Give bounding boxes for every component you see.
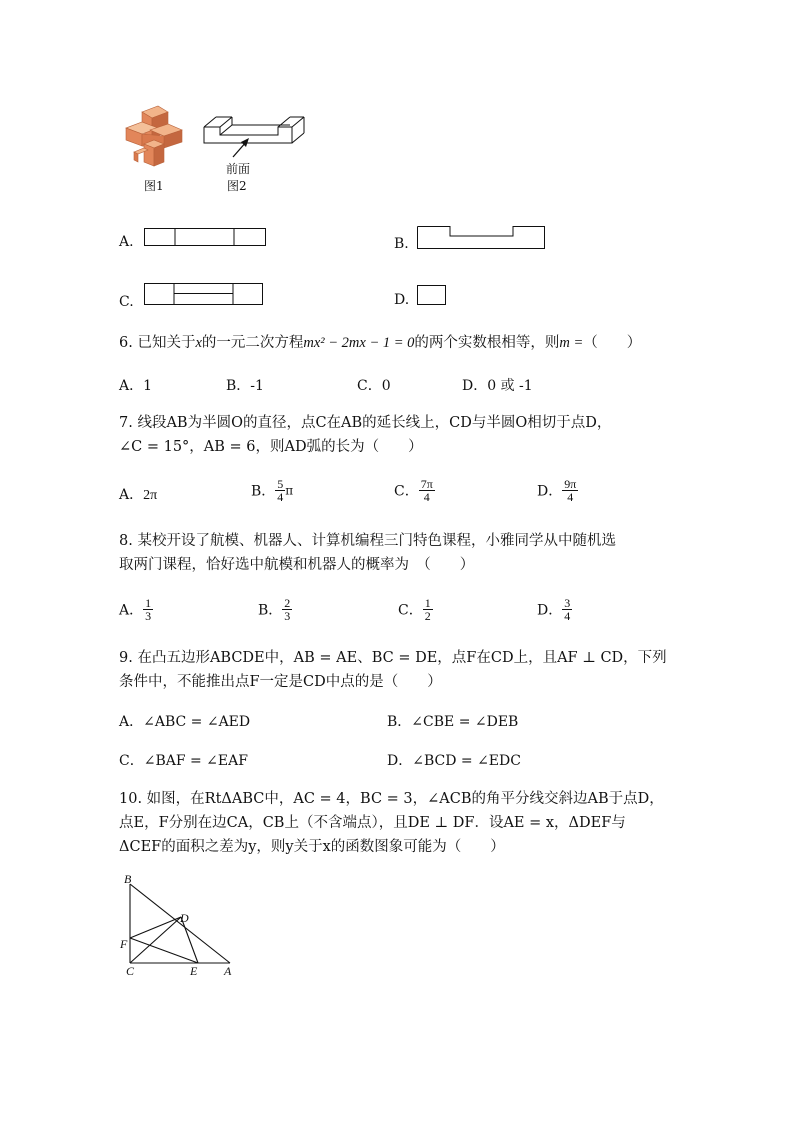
q7-option-d bbox=[537, 478, 578, 503]
q7-option-b-label: B． bbox=[251, 483, 276, 500]
point-label-e: E bbox=[190, 964, 198, 978]
q8-option-d bbox=[537, 597, 572, 622]
q8-option-d-numerator: 3 bbox=[564, 596, 571, 610]
q7-option-d-label: D． bbox=[537, 483, 563, 500]
q8-option-a-label: A． bbox=[119, 602, 144, 619]
q7-option-b-numerator: 5 bbox=[277, 477, 284, 491]
q10-line1: 10. 如图，在RtΔABC中，AC = 4，BC = 3，∠ACB的角平分线交斜边AB于点D， bbox=[119, 791, 664, 807]
q8-option-d-denominator: 4 bbox=[564, 609, 571, 623]
q5-option-d-label: D. bbox=[394, 292, 410, 308]
q5-option-b-label: B. bbox=[394, 236, 409, 252]
q5-option-b-view bbox=[417, 226, 547, 252]
q6-option-b: B．-1 bbox=[226, 378, 264, 394]
q7-option-c bbox=[394, 478, 435, 503]
q8-option-b-numerator: 2 bbox=[284, 596, 291, 610]
q6-paren: （ ） bbox=[583, 335, 642, 351]
q6-stem-mid: 的一元二次方程 bbox=[201, 335, 304, 351]
q10-triangle-figure bbox=[118, 872, 242, 978]
q9-option-d: D．∠BCD = ∠EDC bbox=[387, 753, 521, 769]
figure2-caption: 图2 bbox=[227, 179, 247, 193]
q8-line2: 取两门课程，恰好选中航模和机器人的概率为 （ ） bbox=[119, 557, 475, 573]
q6-ask: m = bbox=[559, 335, 584, 351]
q7-option-d-numerator: 9π bbox=[564, 477, 577, 491]
q7-option-a-label: A． bbox=[119, 487, 144, 503]
q6-stem-before: 6. 已知关于 bbox=[119, 335, 196, 351]
q8-option-d-label: D． bbox=[537, 602, 563, 619]
q10-line3: ΔCEF的面积之差为y，则y关于x的函数图象可能为（ ） bbox=[119, 839, 505, 855]
q8-option-b-denominator: 3 bbox=[284, 609, 291, 623]
point-label-d: D bbox=[180, 911, 189, 925]
q9-option-a: A．∠ABC = ∠AED bbox=[119, 714, 251, 730]
q8-option-c-numerator: 1 bbox=[424, 596, 431, 610]
q8-option-b bbox=[258, 597, 292, 622]
q7-option-c-numerator: 7π bbox=[420, 477, 433, 491]
q5-option-a-label: A. bbox=[119, 234, 134, 250]
q8-option-c-denominator: 2 bbox=[424, 609, 431, 623]
q7-option-b bbox=[251, 478, 293, 503]
q7-option-b-denominator: 4 bbox=[277, 490, 284, 504]
q8-option-a-numerator: 1 bbox=[145, 596, 152, 610]
q7-option-d-denominator: 4 bbox=[567, 490, 574, 504]
point-label-a: A bbox=[224, 964, 232, 978]
front-label: 前面 bbox=[226, 162, 251, 176]
q8-option-b-label: B． bbox=[258, 602, 283, 619]
q7-option-a-value: 2π bbox=[143, 488, 158, 503]
q7-option-a bbox=[119, 484, 157, 504]
q8-option-a bbox=[119, 597, 153, 622]
q7-option-b-pi: π bbox=[285, 483, 294, 498]
q6-var-x: x bbox=[195, 335, 202, 351]
q6-option-c: C．0 bbox=[357, 378, 391, 394]
q6-equation: mx² − 2mx − 1 = 0 bbox=[303, 335, 415, 351]
q7-line1: 7. 线段AB为半圆O的直径，点C在AB的延长线上，CD与半圆O相切于点D， bbox=[119, 415, 612, 431]
q10-line2: 点E，F分别在边CA，CB上（不含端点），且DE ⊥ DF．设AE = x，ΔDEF与 bbox=[119, 815, 626, 831]
q6-option-d: D．0 或 -1 bbox=[462, 378, 533, 394]
q9-option-b: B．∠CBE = ∠DEB bbox=[387, 714, 519, 730]
q5-option-c-label: C. bbox=[119, 294, 134, 310]
q8-option-c-label: C． bbox=[398, 602, 423, 619]
q6-option-a: A．1 bbox=[119, 378, 153, 394]
q7-line2: ∠C = 15°，AB = 6，则AD弧的长为（ ） bbox=[119, 439, 423, 455]
q5-option-d-view bbox=[417, 285, 449, 307]
figure1-puzzle-image bbox=[124, 104, 184, 174]
point-label-b: B bbox=[124, 872, 132, 886]
q8-option-a-denominator: 3 bbox=[145, 609, 152, 623]
q6-stem-after: 的两个实数根相等，则 bbox=[414, 335, 560, 351]
q9-line1: 9. 在凸五边形ABCDE中，AB = AE、BC = DE，点F在CD上，且AF ⊥ CD，下列 bbox=[119, 650, 667, 666]
q8-line1: 8. 某校开设了航模、机器人、计算机编程三门特色课程，小雅同学从中随机选 bbox=[119, 533, 616, 549]
q9-line2: 条件中，不能推出点F一定是CD中点的是（ ） bbox=[119, 674, 442, 690]
figure2-block-diagram bbox=[203, 114, 307, 174]
q9-option-c: C．∠BAF = ∠EAF bbox=[119, 753, 248, 769]
q7-option-c-denominator: 4 bbox=[423, 490, 430, 504]
point-label-c: C bbox=[126, 964, 135, 978]
q8-option-c bbox=[398, 597, 433, 622]
q7-option-c-label: C． bbox=[394, 483, 419, 500]
point-label-f: F bbox=[120, 937, 128, 951]
q5-option-c-view bbox=[144, 283, 266, 307]
figure1-caption: 图1 bbox=[144, 179, 164, 193]
q6-stem bbox=[119, 331, 641, 355]
q5-option-a-view bbox=[144, 228, 268, 248]
